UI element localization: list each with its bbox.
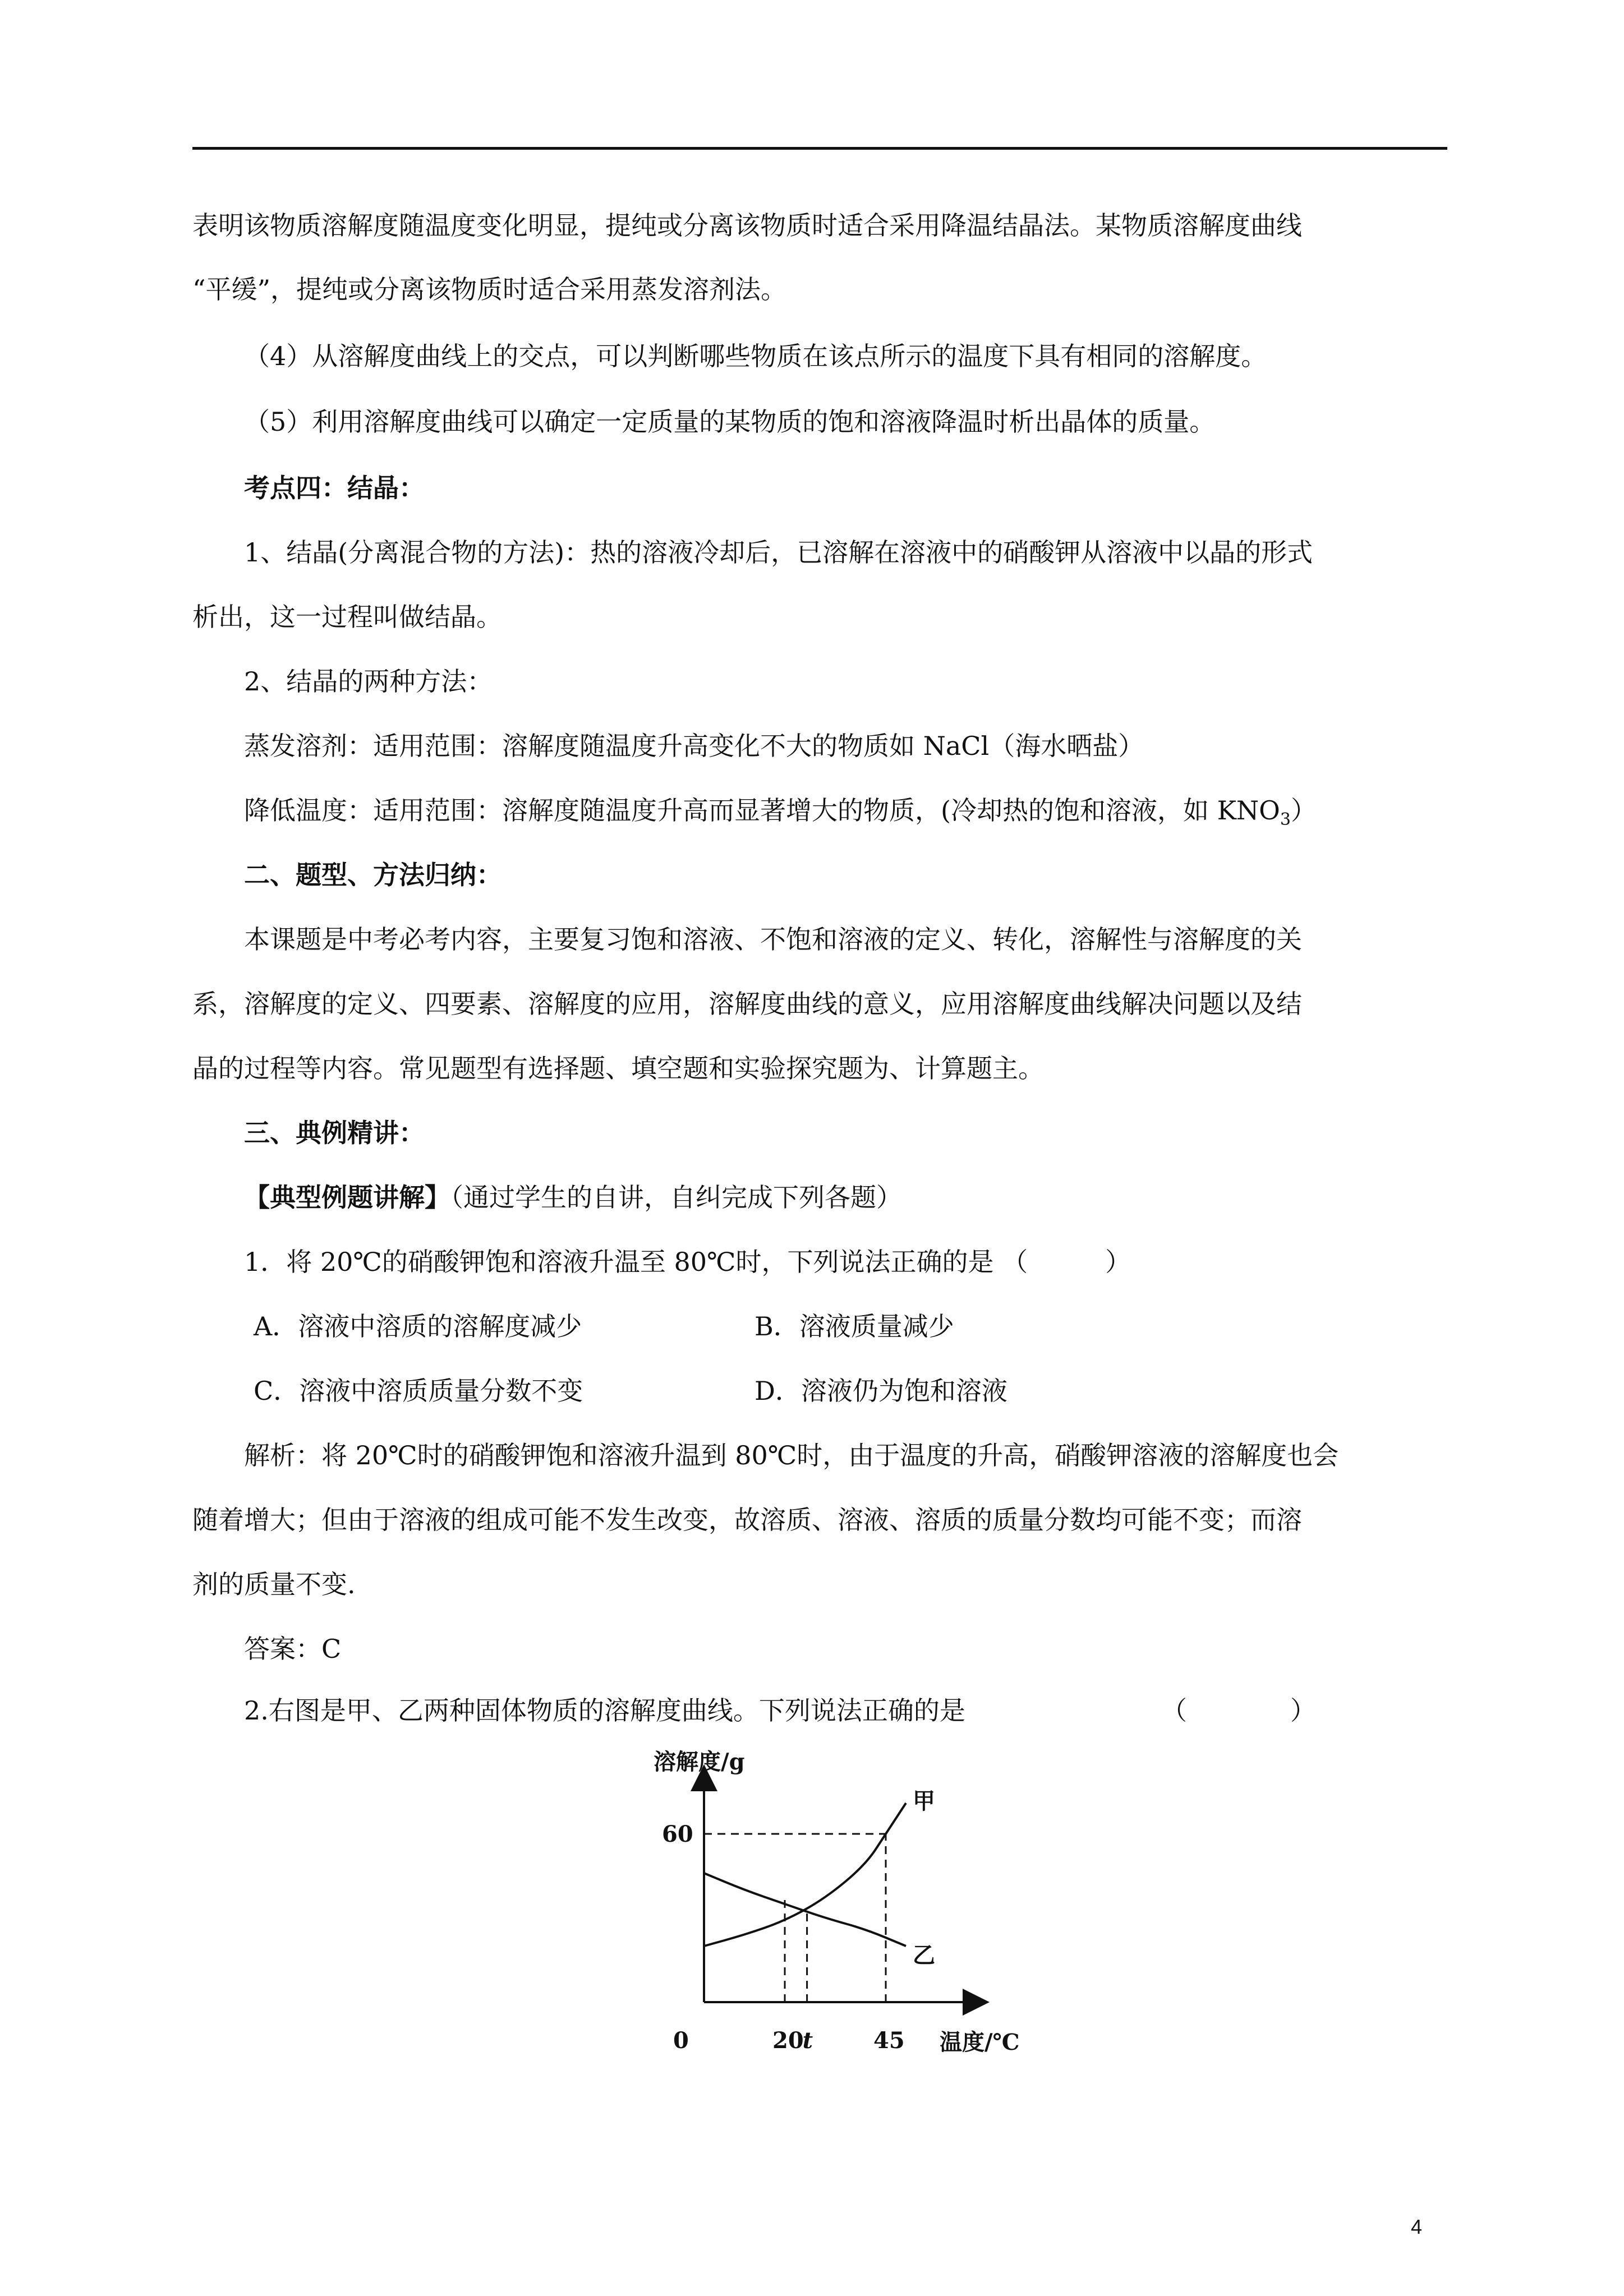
question-2: 2.右图是甲、乙两种固体物质的溶解度曲线。下列说法正确的是 (244, 1695, 965, 1726)
option-c: C．溶液中溶质质量分数不变 (254, 1376, 583, 1406)
text-line: “平缓”，提纯或分离该物质时适合采用蒸发溶剂法。 (192, 274, 787, 305)
series-label-2: 乙 (913, 1942, 935, 1968)
x-tick-label: t (802, 2027, 813, 2054)
text-line (244, 794, 1317, 837)
analysis-line: 随着增大；但由于溶液的组成可能不发生改变，故溶质、溶液、溶质的质量分数均可能不变；而溶 (192, 1505, 1302, 1535)
example-label: 【典型例题讲解】 (244, 1182, 450, 1212)
text-line: 2、结晶的两种方法： (244, 666, 493, 697)
text-line (244, 1181, 902, 1214)
origin-label: 0 (673, 2027, 689, 2054)
section-heading: 考点四：结晶： (244, 473, 425, 503)
y-axis-label: 溶解度/g (654, 1749, 745, 1775)
x-axis-label: 温度/℃ (940, 2029, 1020, 2055)
question-1: 1．将 20℃的硝酸钾饱和溶液升温至 80℃时，下列说法正确的是 （ ） (244, 1247, 1131, 1277)
analysis-line: 剂的质量不变. (192, 1569, 356, 1599)
text-line: （5）利用溶解度曲线可以确定一定质量的某物质的饱和溶液降温时析出晶体的质量。 (244, 407, 1216, 437)
header-rule (192, 147, 1447, 150)
y-tick-label: 60 (662, 1821, 693, 1847)
text-fragment: ） (1291, 795, 1317, 826)
option-b: B．溶液质量减少 (755, 1311, 954, 1341)
page-number: 4 (1411, 2215, 1423, 2238)
text-line: 蒸发溶剂：适用范围：溶解度随温度升高变化不大的物质如 NaCl（海水晒盐） (244, 731, 1144, 761)
text-line: 表明该物质溶解度随温度变化明显，提纯或分离该物质时适合采用降温结晶法。某物质溶解度曲线 (192, 210, 1302, 241)
text-line: 本课题是中考必考内容，主要复习饱和溶液、不饱和溶液的定义、转化，溶解性与溶解度的关 (244, 924, 1302, 955)
section-heading: 三、典例精讲： (244, 1118, 425, 1148)
x-tick-label: 45 (873, 2027, 905, 2054)
section-heading: 二、题型、方法归纳： (244, 860, 502, 890)
text-line: （4）从溶解度曲线上的交点，可以判断哪些物质在该点所示的温度下具有相同的溶解度。 (244, 341, 1267, 371)
text-fragment: （通过学生的自讲，自纠完成下列各题） (450, 1182, 902, 1212)
text-line: 晶的过程等内容。常见题型有选择题、填空题和实验探究题为、计算题主。 (192, 1053, 1044, 1084)
text-line: 析出，这一过程叫做结晶。 (192, 602, 502, 632)
solubility-chart (637, 1739, 1041, 2069)
answer-paren: （ ） (1161, 1695, 1316, 1726)
text-line: 1、结晶(分离混合物的方法)：热的溶液冷却后，已溶解在溶液中的硝酸钾从溶液中以晶的形式 (244, 537, 1313, 568)
answer: 答案：C (244, 1634, 342, 1664)
text-fragment: 降低温度：适用范围：溶解度随温度升高而显著增大的物质，(冷却热的饱和溶液，如 KNO (244, 795, 1280, 826)
x-tick-label: 20 (772, 2027, 804, 2054)
series-label-1: 甲 (913, 1788, 935, 1814)
option-a: A．溶液中溶质的溶解度减少 (254, 1311, 582, 1341)
subscript: 3 (1280, 810, 1291, 829)
text-line: 系，溶解度的定义、四要素、溶解度的应用，溶解度曲线的意义，应用溶解度曲线解决问题以及结 (192, 989, 1302, 1019)
analysis-line: 解析：将 20℃时的硝酸钾饱和溶液升温到 80℃时，由于温度的升高，硝酸钾溶液的溶解度也会 (244, 1440, 1339, 1470)
option-d: D．溶液仍为饱和溶液 (755, 1376, 1007, 1406)
series-line-1 (704, 1803, 906, 1946)
